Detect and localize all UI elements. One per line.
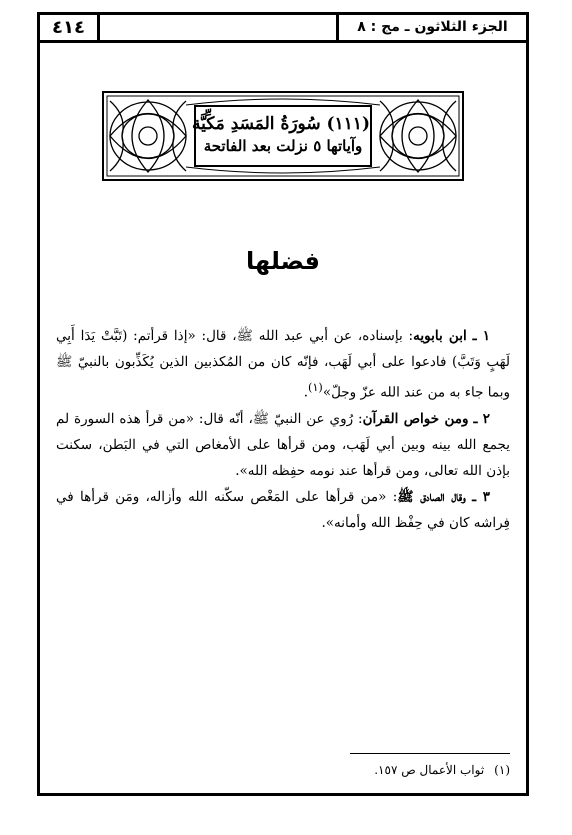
paragraph-number: ٣ ـ [472, 488, 491, 505]
surah-info: وآياتها ٥ نزلت بعد الفاتحة [203, 137, 363, 155]
paragraph-end: . [303, 384, 308, 401]
paragraph-2 [56, 406, 510, 484]
paragraph-lead: وقال الصادق ﷺ [397, 488, 466, 505]
surah-banner [102, 91, 464, 181]
footnote-ref: (١) [307, 381, 323, 394]
running-title: الجزء الثلاثون ـ مج : ٨ [336, 15, 526, 40]
paragraph-text: : بإسناده، عن أبي عبد الله ﷺ، قال: «إذا قرأتم: (تَبَّتْ يَدَا أَبِي لَهَبٍ وَتَبَّ) فادعوا على أبي لَهَب، فإنّه كان من المُكذبين الذين يُكَذِّبون بالنبيّ ﷺ وبما جاء به من عند الله عزّ وجلّ» [56, 328, 511, 401]
paragraph-1 [56, 323, 510, 406]
body-text [56, 323, 510, 536]
paragraph-text: : رُوي عن النبيّ ﷺ، أنّه قال: «من قرأ هذه السورة لم يجمع الله بينه وبين أبي لَهَب، ومن قرأها على الأمغاص التي في البَطن، سكنت بإذن الله تعالى، ومن قرأها عند نومه حفِظه الله». [56, 410, 510, 479]
paragraph-lead: ومن خواص القرآن [362, 410, 469, 427]
paragraph-number: ١ ـ [472, 328, 491, 344]
footnote-number: (١) [494, 763, 510, 777]
surah-title-box [194, 105, 372, 167]
footnote-text: ثواب الأعمال ص ١٥٧. [374, 763, 485, 777]
paragraph-number: ٢ ـ [473, 410, 490, 427]
paragraph-lead: ابن بابويه [413, 328, 467, 344]
section-heading: فضلها [245, 247, 320, 275]
paragraph-3 [56, 484, 510, 536]
footnote-rule [350, 753, 510, 754]
page-frame [37, 12, 529, 796]
running-head [40, 15, 526, 43]
footnote [56, 761, 510, 779]
page-number: ٤١٤ [40, 15, 100, 40]
surah-name: (١١١) سُورَةُ المَسَدِ مَكِّيَّة [192, 114, 370, 134]
paragraph-text: : «من قرأها على المَغْص سكّنه الله وأزاله، ومَن قرأها في فِراشه كان في حِفْظ الله وأمانه». [56, 488, 510, 531]
